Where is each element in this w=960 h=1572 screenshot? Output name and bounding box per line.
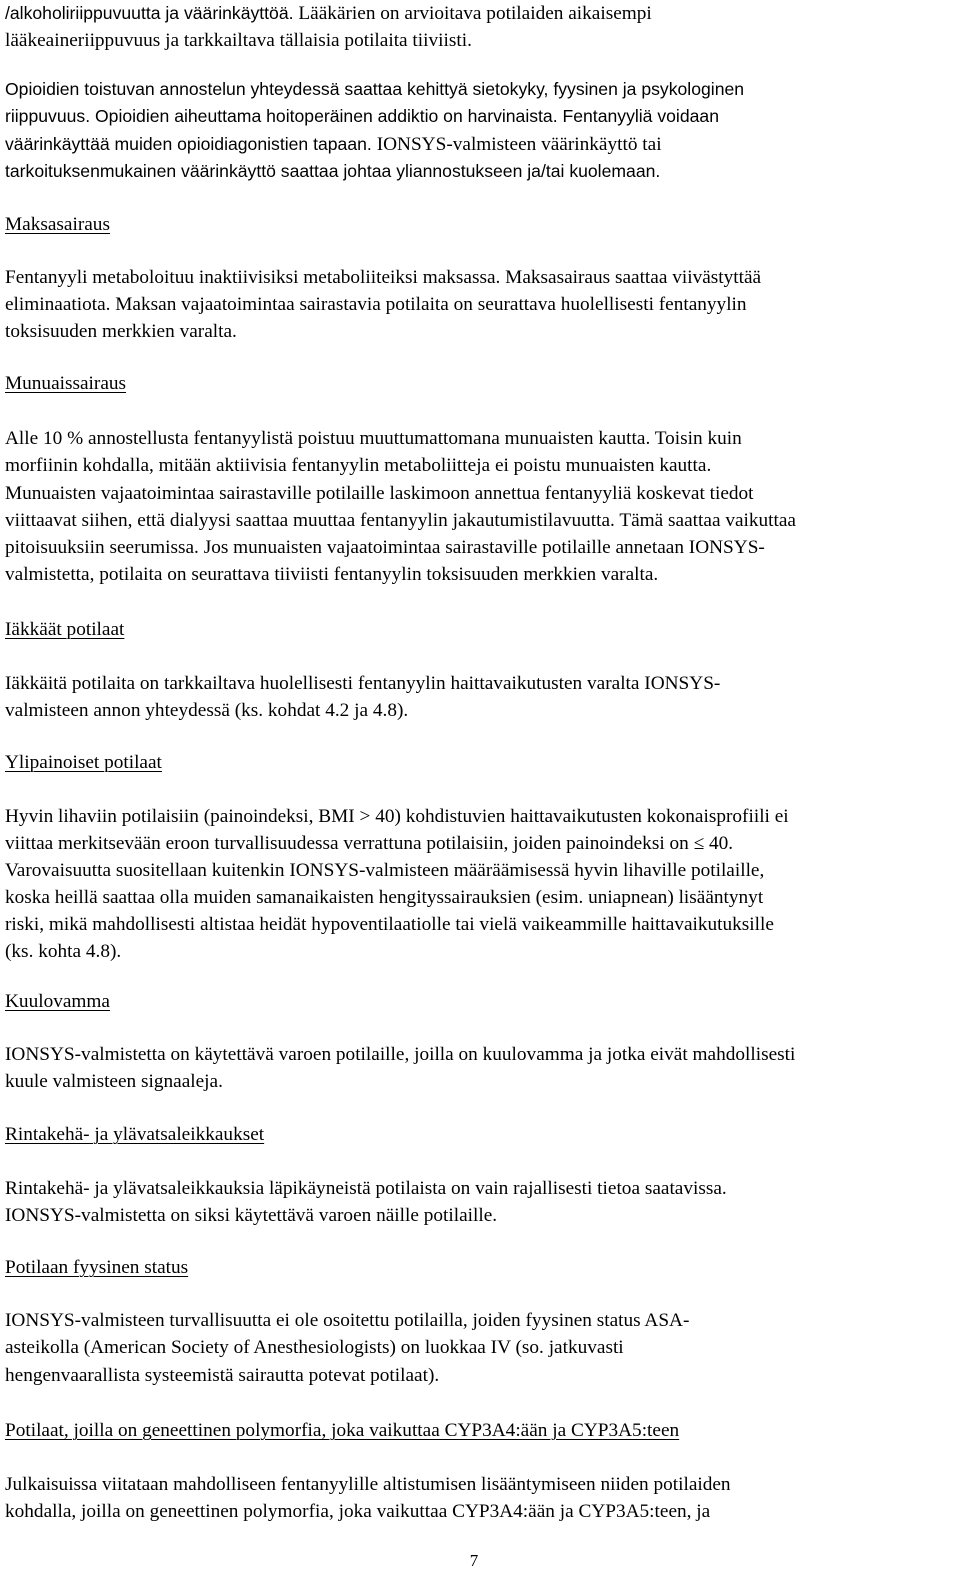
- page-number: 7: [469, 1551, 479, 1570]
- text-line: [5, 697, 408, 724]
- text-segment: Rintakehä- ja ylävatsaleikkauksia läpikäyneistä potilaista on vain rajallisesti tietoa saatavissa.: [5, 1178, 727, 1199]
- text-segment: IONSYS-valmistetta on siksi käytettävä varoen näille potilaille.: [5, 1205, 498, 1226]
- text-line: [5, 857, 764, 884]
- text-segment: Opioidien toistuvan annostelun yhteydessä saattaa kehittyä sietokyky, fyysinen ja psykologinen: [5, 79, 745, 99]
- text-segment: IONSYS-valmisteen väärinkäyttö tai: [376, 134, 662, 155]
- text-line: [5, 507, 796, 534]
- text-line: [5, 27, 472, 54]
- text-line: [5, 318, 237, 345]
- text-line: [5, 1175, 727, 1202]
- text-line: [5, 1471, 731, 1498]
- text-line: [5, 131, 662, 158]
- text-line: [5, 1068, 223, 1095]
- text-line: [5, 158, 660, 185]
- heading-text: Potilaat, joilla on geneettinen polymorfia, joka vaikuttaa CYP3A4:ään ja CYP3A5:teen: [5, 1420, 680, 1441]
- heading-text: Maksasairaus: [5, 214, 110, 235]
- text-segment: väärinkäyttää muiden opioidiagonistien tapaan.: [5, 134, 377, 154]
- text-line: [5, 1362, 439, 1389]
- text-line: [5, 291, 747, 318]
- text-line: [5, 534, 765, 561]
- text-line: [5, 480, 754, 507]
- text-line: [5, 561, 658, 588]
- text-segment: Hyvin lihaviin potilaisiin (painoindeksi, BMI > 40) kohdistuvien haittavaikutusten kokonaisprofiili ei: [5, 806, 789, 827]
- section-heading: [5, 1417, 679, 1444]
- text-segment: IONSYS-valmistetta on käytettävä varoen potilaille, joilla on kuulovamma ja jotka eivät mahdollisesti: [5, 1044, 796, 1065]
- text-segment: valmistetta, potilaita on seurattava tiiviisti fentanyylin toksisuuden merkkien varalta.: [5, 564, 659, 585]
- heading-text: Munuaissairaus: [5, 373, 127, 394]
- text-segment: Varovaisuutta suositellaan kuitenkin IONSYS-valmisteen määräämisessä hyvin lihaville potilaille,: [5, 860, 765, 881]
- text-segment: riippuvuus. Opioidien aiheuttama hoitoperäinen addiktio on harvinaista. Fentanyyliä voidaan: [5, 106, 719, 126]
- text-line: [5, 0, 652, 27]
- heading-text: Iäkkäät potilaat: [5, 619, 125, 640]
- text-segment: eliminaatiota. Maksan vajaatoimintaa sairastavia potilaita on seurattava huolellisesti fentanyylin: [5, 294, 747, 315]
- text-line: [5, 1202, 497, 1229]
- text-line: [5, 425, 742, 452]
- text-line: [5, 1334, 624, 1361]
- text-segment: Iäkkäitä potilaita on tarkkailtava huolellisesti fentanyylin haittavaikutusten varalta IONSYS-: [5, 673, 721, 694]
- text-segment: kuule valmisteen signaaleja.: [5, 1071, 223, 1092]
- text-line: [5, 911, 774, 938]
- text-segment: Lääkärien on arvioitava potilaiden aikaisempi: [298, 3, 652, 24]
- text-line: [5, 1041, 795, 1068]
- text-line: [5, 264, 761, 291]
- text-segment: riski, mikä mahdollisesti altistaa heidät hypoventilaatiolle tai vielä vaikeammille haittavaikutuksille: [5, 914, 774, 935]
- section-heading: [5, 1121, 264, 1148]
- text-segment: (ks. kohta 4.8).: [5, 941, 122, 962]
- section-heading: [5, 616, 124, 643]
- text-segment: tarkoituksenmukainen väärinkäyttö saattaa johtaa yliannostukseen ja/tai kuolemaan.: [5, 161, 661, 181]
- text-segment: hengenvaarallista systeemistä sairautta potevat potilaat).: [5, 1365, 440, 1386]
- text-segment: Fentanyyli metaboloituu inaktiivisiksi metaboliiteiksi maksassa. Maksasairaus saattaa viivästyttää: [5, 267, 762, 288]
- text-segment: koska heillä saattaa olla muiden samanaikaisten hengityssairauksien (esim. uniapnean) lisääntynyt: [5, 887, 764, 908]
- text-line: [5, 103, 719, 130]
- section-heading: [5, 988, 110, 1015]
- text-segment: Munuaisten vajaatoimintaa sairastaville potilaille laskimoon annettua fentanyyliä koskevat tiedot: [5, 483, 754, 504]
- section-heading: [5, 370, 126, 397]
- text-line: [5, 452, 711, 479]
- heading-text: Kuulovamma: [5, 991, 110, 1012]
- text-segment: IONSYS-valmisteen turvallisuutta ei ole osoitettu potilailla, joiden fyysinen status ASA-: [5, 1310, 690, 1331]
- text-line: [5, 670, 720, 697]
- section-heading: [5, 1254, 188, 1281]
- section-heading: [5, 749, 162, 776]
- text-segment: asteikolla (American Society of Anesthesiologists) on luokkaa IV (so. jatkuvasti: [5, 1337, 624, 1358]
- text-segment: valmisteen annon yhteydessä (ks. kohdat 4.2 ja 4.8).: [5, 700, 409, 721]
- text-line: [5, 1307, 689, 1334]
- text-line: [5, 803, 789, 830]
- text-line: [5, 1498, 710, 1525]
- section-heading: [5, 211, 110, 238]
- text-segment: morfiinin kohdalla, mitään aktiivisia fentanyylin metaboliitteja ei poistu munuaisten kautta.: [5, 455, 712, 476]
- text-segment: pitoisuuksiin seerumissa. Jos munuaisten vajaatoimintaa sairastaville potilaille annetaan IONSYS-: [5, 537, 765, 558]
- text-segment: kohdalla, joilla on geneettinen polymorfia, joka vaikuttaa CYP3A4:ään ja CYP3A5:teen, ja: [5, 1501, 711, 1522]
- text-segment: Julkaisuissa viitataan mahdolliseen fentanyylille altistumisen lisääntymiseen niiden potilaiden: [5, 1474, 731, 1495]
- heading-text: Rintakehä- ja ylävatsaleikkaukset: [5, 1124, 265, 1145]
- text-segment: Alle 10 % annostellusta fentanyylistä poistuu muuttumattomana munuaisten kautta. Toisin kuin: [5, 428, 742, 449]
- heading-text: Ylipainoiset potilaat: [5, 752, 162, 773]
- text-segment: viittaa merkitsevään eroon turvallisuudessa verrattuna potilaisiin, joiden painoindeksi on ≤ 40.: [5, 833, 734, 854]
- heading-text: Potilaan fyysinen status: [5, 1257, 189, 1278]
- text-line: [5, 938, 121, 965]
- text-segment: viittaavat siihen, että dialyysi saattaa muuttaa fentanyylin jakautumistilavuutta. Tämä saattaa vaikuttaa: [5, 510, 796, 531]
- text-line: [5, 830, 733, 857]
- text-segment: lääkeaineriippuvuus ja tarkkailtava tällaisia potilaita tiiviisti.: [5, 30, 472, 51]
- text-line: [5, 884, 763, 911]
- text-line: [5, 76, 744, 103]
- text-segment: /alkoholiriippuvuutta ja väärinkäyttöä.: [5, 3, 299, 23]
- text-segment: toksisuuden merkkien varalta.: [5, 321, 237, 342]
